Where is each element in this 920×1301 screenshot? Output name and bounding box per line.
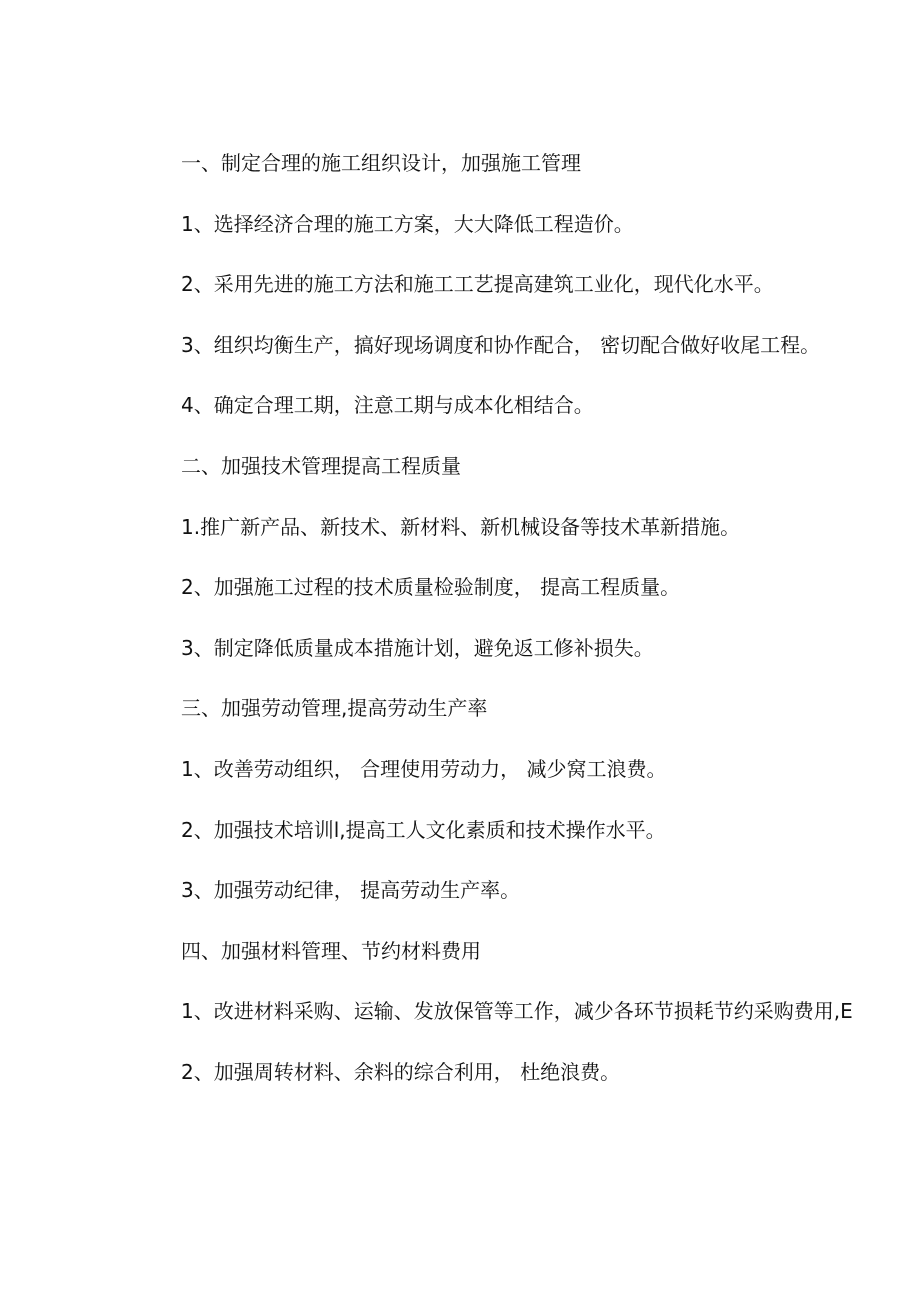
list-item: 1、改进材料采购、运输、发放保管等工作，减少各环节损耗节约采购费用,E bbox=[181, 999, 853, 1024]
list-item: 3、加强劳动纪律， 提高劳动生产率。 bbox=[181, 878, 521, 903]
list-item: 3、组织均衡生产，搞好现场调度和协作配合， 密切配合做好收尾工程。 bbox=[181, 332, 821, 357]
list-item: 2、采用先进的施工方法和施工工艺提高建筑工业化，现代化水平。 bbox=[181, 272, 774, 297]
list-item: 1.推广新产品、新技术、新材料、新机械设备等技术革新措施。 bbox=[181, 514, 741, 539]
list-item: 1、改善劳动组织， 合理使用劳动力， 减少窝工浪费。 bbox=[181, 756, 667, 781]
section-heading-1: 一、制定合理的施工组织设计，加强施工管理 bbox=[181, 151, 581, 175]
list-item: 2、加强技术培训l,提高工人文化素质和技术操作水平。 bbox=[181, 817, 666, 842]
list-item: 4、确定合理工期，注意工期与成本化相结合。 bbox=[181, 393, 594, 418]
document-body bbox=[181, 148, 920, 1118]
list-item: 3、制定降低质量成本措施计划，避免返工修补损失。 bbox=[181, 635, 654, 660]
list-item: 2、加强施工过程的技术质量检验制度， 提高工程质量。 bbox=[181, 575, 681, 600]
list-item: 1、选择经济合理的施工方案，大大降低工程造价。 bbox=[181, 211, 634, 236]
section-heading-3: 三、加强劳动管理,提高劳动生产率 bbox=[181, 696, 488, 721]
section-heading-2: 二、加强技术管理提高工程质量 bbox=[181, 453, 461, 478]
section-heading-4: 四、加强材料管理、节约材料费用 bbox=[181, 938, 481, 963]
list-item: 2、加强周转材料、余料的综合利用， 杜绝浪费。 bbox=[181, 1059, 621, 1084]
